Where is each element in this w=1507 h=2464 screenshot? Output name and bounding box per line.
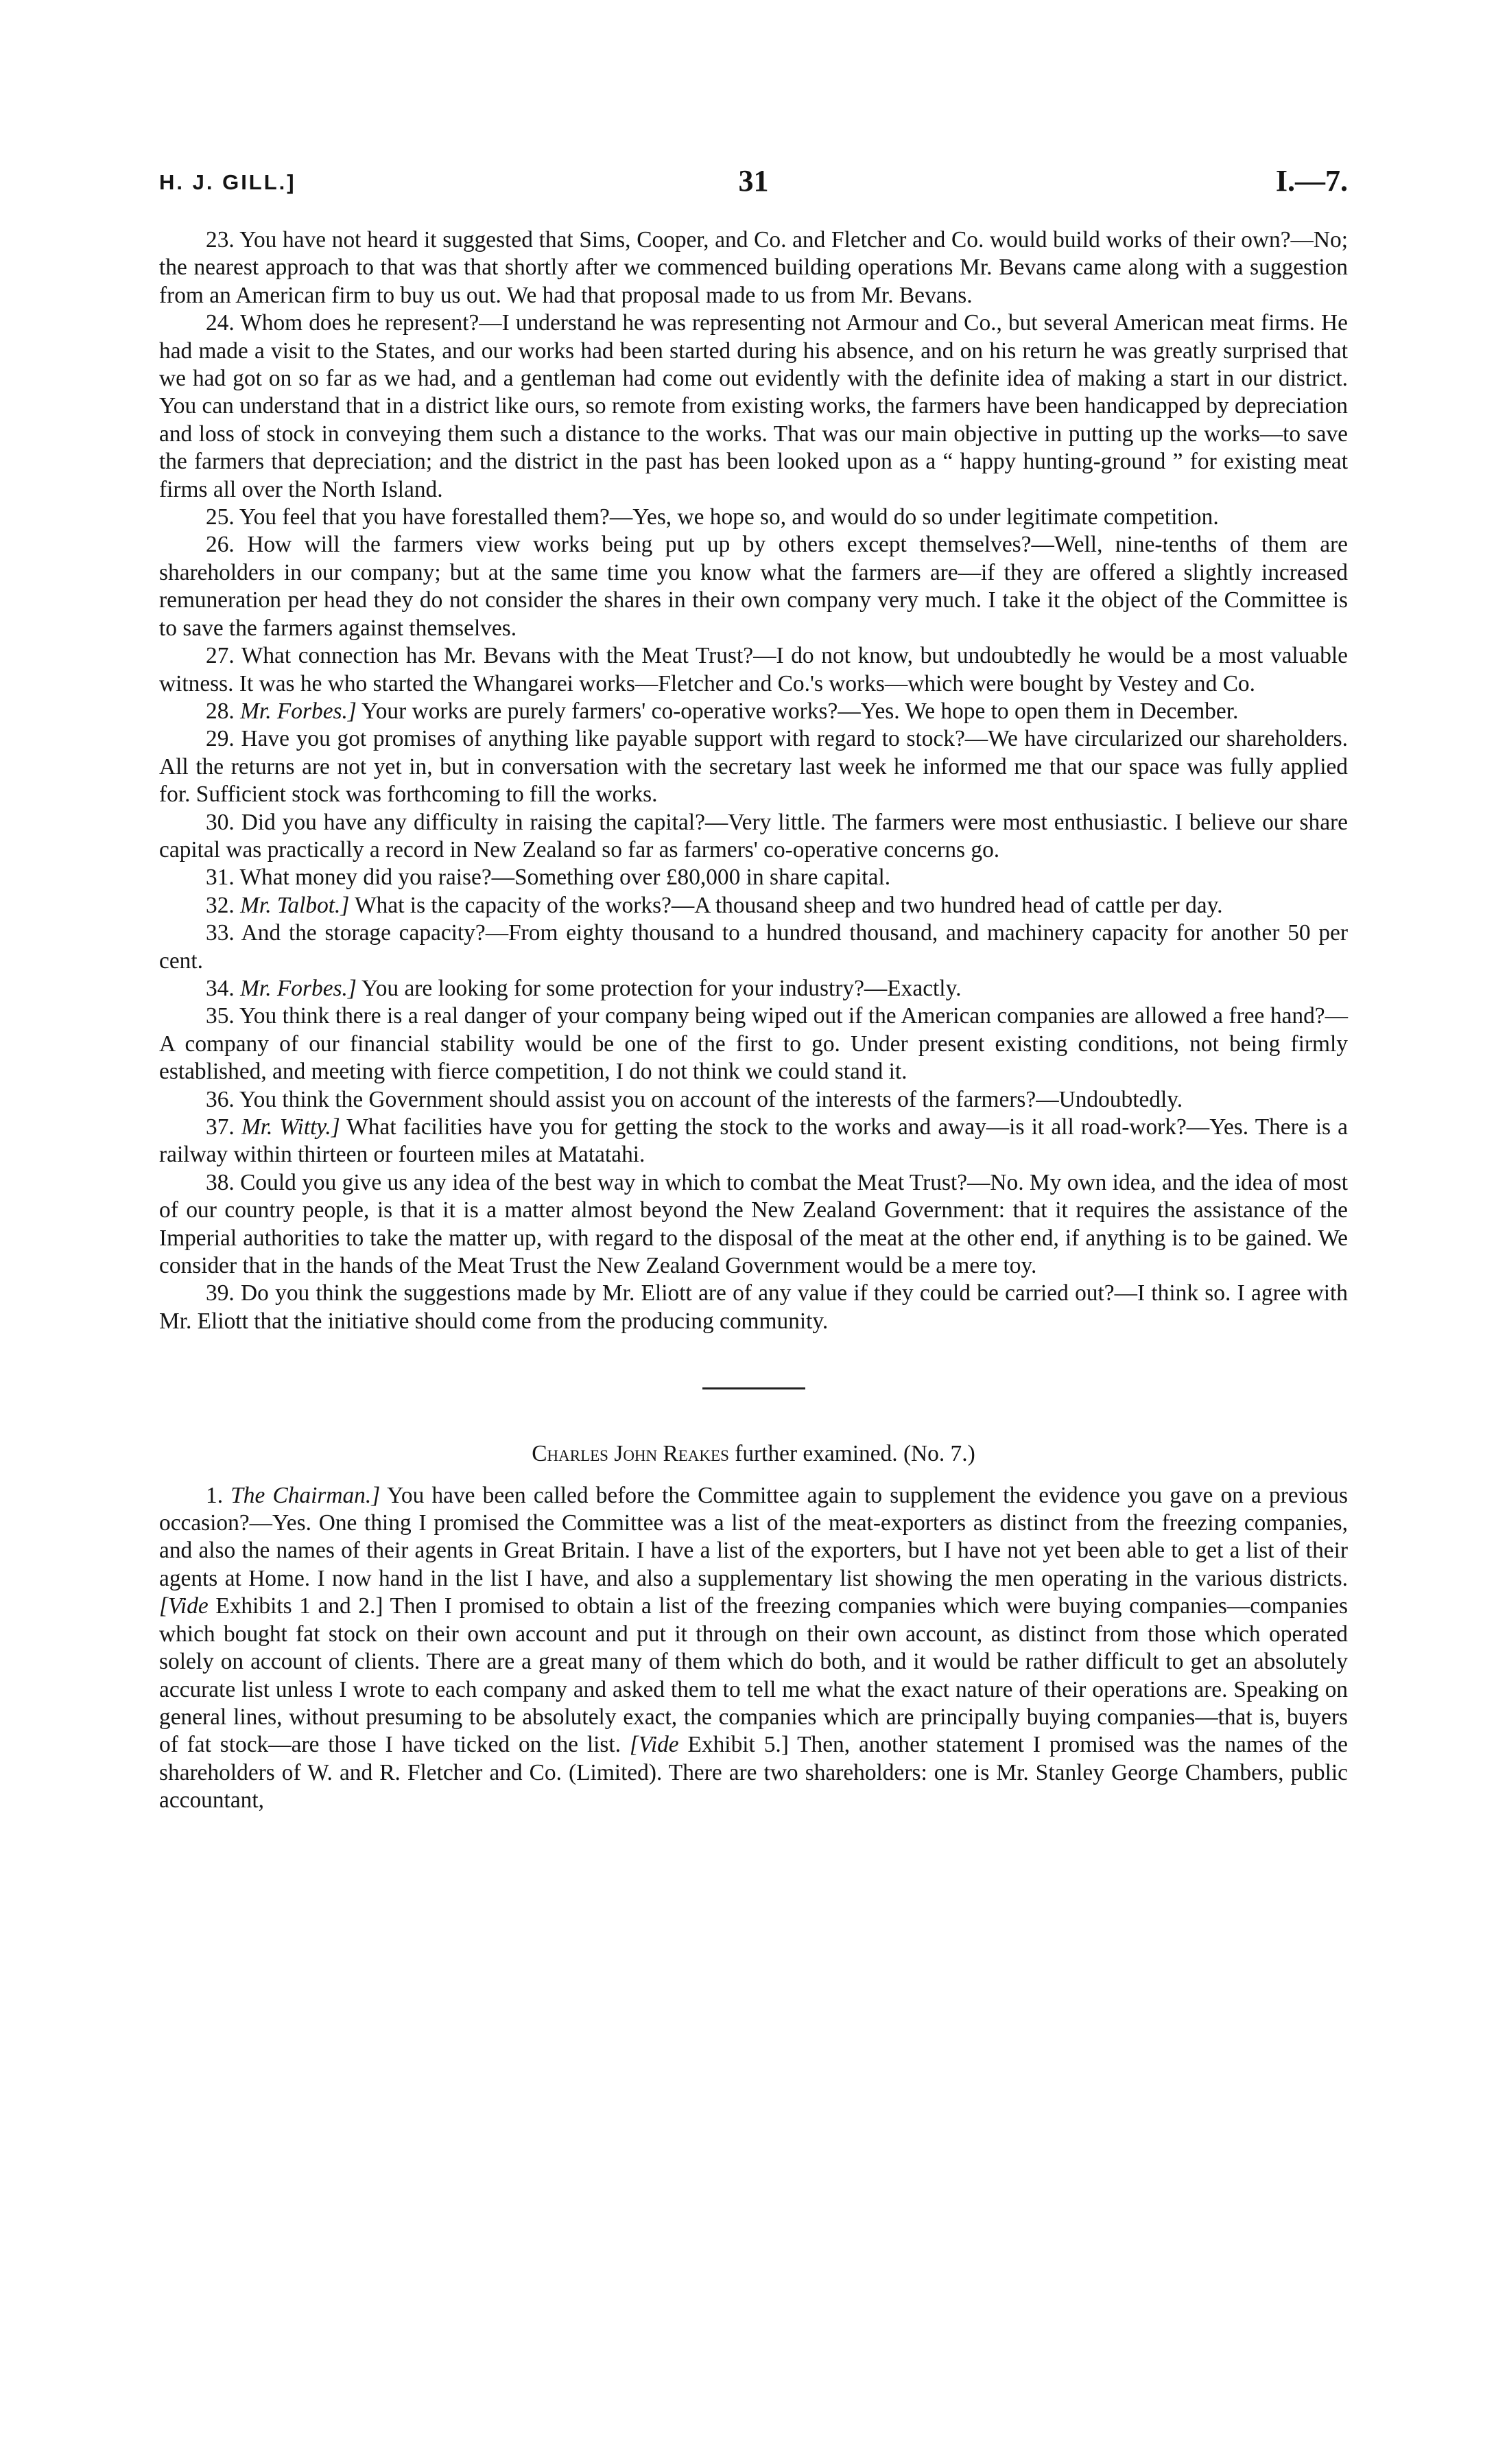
paragraph-text: Exhibit 5.] Then, another statement I promised was the names of the shareholders of W. and R. Fletcher and Co. (Limited). There are two shareholders: one is Mr. Stanley George Chambers, public accountant,	[159, 1732, 1348, 1814]
page-header	[159, 163, 1348, 204]
witness-name: Charles John Reakes	[532, 1441, 729, 1467]
paragraph-text: Could you give us any idea of the best way in which to combat the Meat Trust?—No. My own idea, and the idea of most of our country people, is that it is a matter almost beyond the New Zealand Government: that it requires the assistance of the Imperial authorities to take the matter up, with regard to the disposal of the meat at the other end, if anything is to be gained. We consider that in the hands of the Meat Trust the New Zealand Government would be a mere toy.	[159, 1169, 1348, 1279]
paragraph	[159, 226, 1348, 309]
paragraph	[159, 1280, 1348, 1335]
paragraph-text: You think the Government should assist you on account of the interests of the farmers?—Undoubtedly.	[239, 1086, 1183, 1112]
paragraph-number: 39.	[206, 1280, 235, 1306]
paragraph-text: And the storage capacity?—From eighty thousand to a hundred thousand, and machinery capacity for another 50 per cent.	[159, 920, 1348, 974]
paragraph-number: 34.	[206, 975, 235, 1001]
paragraph-number: 33.	[206, 920, 235, 946]
paragraph-number: 27.	[206, 643, 235, 669]
paragraph	[159, 725, 1348, 808]
paragraph-34	[159, 975, 1348, 1002]
paragraph	[159, 642, 1348, 698]
paragraph-37	[159, 1114, 1348, 1169]
vide-reference: [Vide	[629, 1732, 679, 1758]
paragraph-number: 37.	[206, 1114, 235, 1140]
speaker: Mr. Forbes.]	[240, 698, 357, 724]
paragraph-number: 31.	[206, 865, 235, 891]
paragraph	[159, 1169, 1348, 1280]
paragraph-number: 23.	[206, 227, 235, 253]
paragraph	[159, 309, 1348, 504]
paragraph-number: 35.	[206, 1003, 235, 1029]
paragraph-text: What connection has Mr. Bevans with the Meat Trust?—I do not know, but undoubtedly he would be a most valuable witness. It was he who started the Whangarei works—Fletcher and Co.'s works—which were bought by Vestey and Co.	[159, 643, 1349, 696]
header-witness: H. J. GILL.]	[159, 170, 296, 194]
document-reference: I.—7.	[1275, 164, 1348, 198]
paragraph-text: How will the farmers view works being put up by others except themselves?—Well, nine-tenths of them are shareholders in our company; but at the same time you know what the farmers are—if they are offered a slightly increased remuneration per head they do not consider the shares in their own company very much. I take it the object of the Committee is to save the farmers against themselves.	[159, 532, 1348, 641]
paragraph	[159, 1086, 1348, 1114]
paragraph-text: You have been called before the Committee again to supplement the evidence you gave on a previous occasion?—Yes. One thing I promised the Committee was a list of the meat-exporters as distinct from the freezing companies, and also the names of their agents in Great Britain. I have a list of the exporters, but I have not yet been able to get a list of their agents at Home. I now hand in the list I have, and also a supplementary list showing the men operating in the various districts.	[159, 1482, 1348, 1591]
paragraph	[159, 864, 1348, 891]
speaker: Mr. Forbes.]	[240, 975, 357, 1001]
section-heading	[159, 1440, 1348, 1468]
section-divider	[702, 1387, 805, 1389]
paragraph-text: Do you think the suggestions made by Mr. Eliott are of any value if they could be carried out?—I think so. I agree with Mr. Eliott that the initiative should come from the producing community.	[159, 1280, 1348, 1334]
paragraph-text: What is the capacity of the works?—A thousand sheep and two hundred head of cattle per day.	[355, 892, 1223, 918]
document-body	[159, 226, 1348, 1815]
paragraph-number: 26.	[206, 532, 235, 558]
paragraph	[159, 1002, 1348, 1086]
paragraph	[159, 809, 1348, 865]
paragraph-number: 25.	[206, 504, 235, 530]
paragraph-number: 30.	[206, 809, 235, 835]
paragraph-text: You feel that you have forestalled them?—Yes, we hope so, and would do so under legitimate competition.	[239, 504, 1219, 530]
paragraph-28	[159, 698, 1348, 725]
vide-reference: [Vide	[159, 1593, 209, 1619]
paragraph-33	[159, 919, 1348, 975]
speaker: Mr. Witty.]	[241, 1114, 340, 1140]
paragraph-group-b	[159, 725, 1348, 891]
paragraph-number: 24.	[206, 310, 235, 336]
section-number: (No. 7.)	[903, 1441, 975, 1467]
paragraph-number: 1.	[206, 1482, 224, 1508]
paragraph-32	[159, 892, 1348, 919]
section-subtitle: further examined.	[735, 1441, 898, 1467]
paragraph-text: Your works are purely farmers' co-operative works?—Yes. We hope to open them in December.	[361, 698, 1239, 724]
paragraph-text: Whom does he represent?—I understand he was representing not Armour and Co., but several American meat firms. He had made a visit to the States, and our works had been started during his absence, and on his return he was greatly surprised that we had got on so far as we had, and a gentleman had come out evidently with the definite idea of making a start in our district. You can understand that in a district like ours, so remote from existing works, the farmers have been handicapped by depreciation and loss of stock in conveying them such a distance to the works. That was our main objective in putting up the works—to save the farmers that depreciation; and the district in the past has been looked upon as a “ happy hunting-ground ” for existing meat firms all over the North Island.	[159, 310, 1348, 502]
paragraph-group-d	[159, 1169, 1348, 1335]
speaker: The Chairman.]	[230, 1482, 381, 1508]
speaker: Mr. Talbot.]	[240, 892, 350, 918]
paragraph-number: 32.	[206, 892, 235, 918]
paragraph-final	[159, 1482, 1348, 1815]
paragraph-text: You are looking for some protection for your industry?—Exactly.	[361, 975, 962, 1001]
paragraph-number: 29.	[206, 726, 235, 752]
paragraph-text: What facilities have you for getting the stock to the works and away—is it all road-work?—Yes. There is a railway within thirteen or fourteen miles at Matatahi.	[159, 1114, 1348, 1168]
paragraph-text: Did you have any difficulty in raising the capital?—Very little. The farmers were most enthusiastic. I believe our share capital was practically a record in New Zealand so far as farmers' co-operative concerns go.	[159, 809, 1348, 863]
paragraph-group-c	[159, 1002, 1348, 1114]
paragraph-group-a	[159, 226, 1348, 698]
paragraph-text: What money did you raise?—Something over £80,000 in share capital.	[239, 865, 891, 891]
paragraph-text: You have not heard it suggested that Sims, Cooper, and Co. and Fletcher and Co. would build works of their own?—No; the nearest approach to that was that shortly after we commenced building operations Mr. Bevans came along with a suggestion from an American firm to buy us out. We had that proposal made to us from Mr. Bevans.	[159, 227, 1348, 308]
paragraph-number: 28.	[206, 698, 235, 724]
page-number: 31	[738, 164, 769, 198]
paragraph	[159, 504, 1348, 531]
paragraph-text: You think there is a real danger of your company being wiped out if the American companies are allowed a free hand?—A company of our financial stability would be one of the first to go. Under present existing conditions, not being firmly established, and meeting with fierce competition, I do not think we could stand it.	[159, 1003, 1348, 1085]
paragraph-text: Exhibits 1 and 2.] Then I promised to obtain a list of the freezing companies which were buying companies—companies which bought fat stock on their own account and put it through on their own account, as distinct from those which operated solely on account of clients. There are a great many of them which do both, and it would be rather difficult to get an absolutely accurate list unless I wrote to each company and asked them to tell me what the exact nature of their operations are. Speaking on general lines, without presuming to be absolutely exact, the companies which are principally buying companies—that is, buyers of fat stock—are those I have ticked on the list.	[159, 1593, 1348, 1758]
paragraph-number: 36.	[206, 1086, 235, 1112]
paragraph-text: Have you got promises of anything like payable support with regard to stock?—We have circularized our shareholders. All the returns are not yet in, but in conversation with the secretary last week he informed me that our space was fully applied for. Sufficient stock was forthcoming to fill the works.	[159, 726, 1348, 808]
paragraph	[159, 531, 1348, 642]
paragraph-number: 38.	[206, 1169, 235, 1195]
